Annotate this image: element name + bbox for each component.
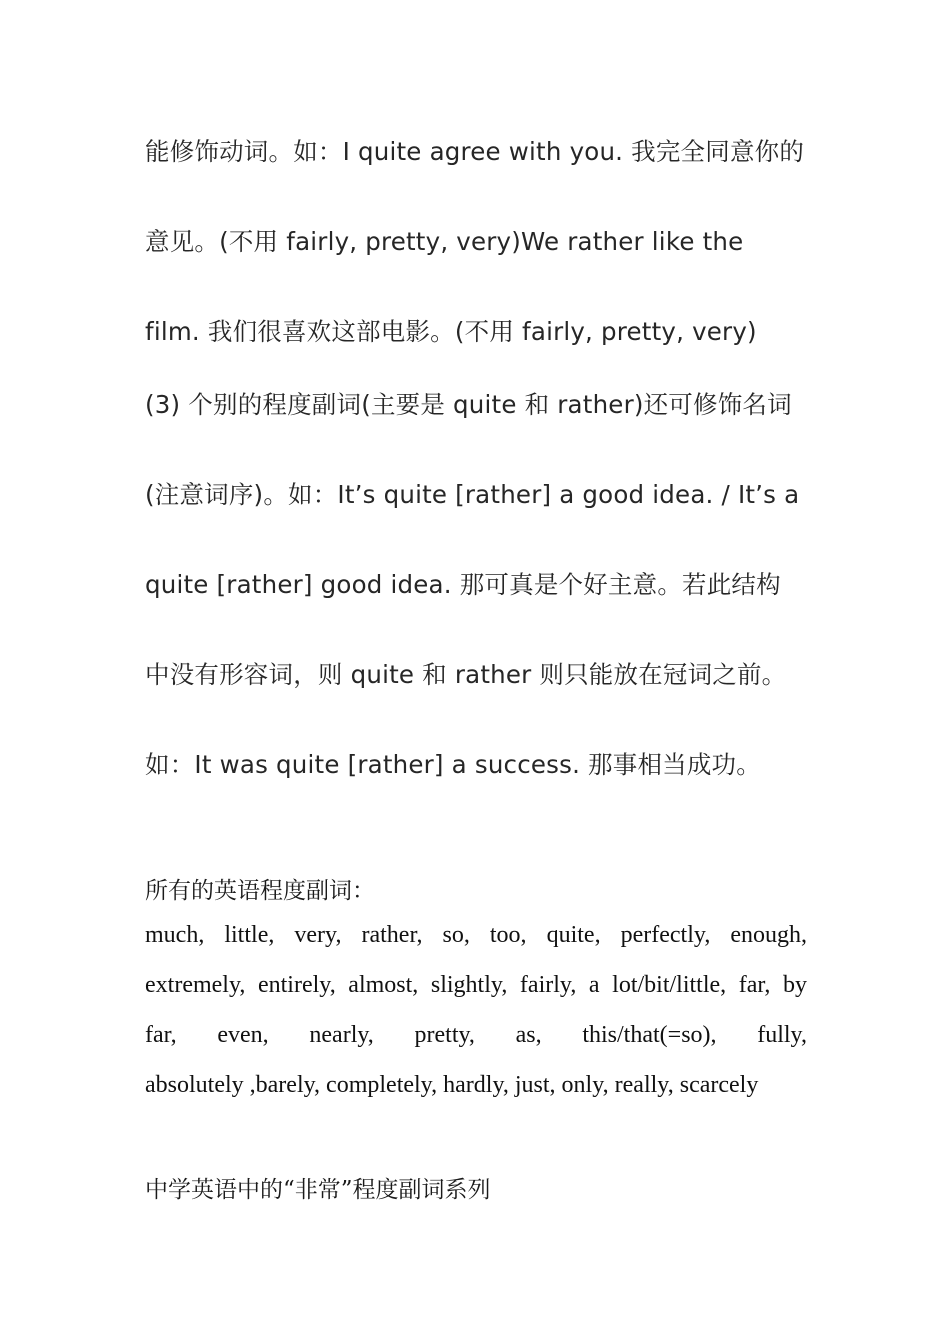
adverb-list-line-1: much, little, very, rather, so, too, quite, perfectly, enough, [145,922,807,948]
paragraph-2-line-3: quite [rather] good idea. 那可真是个好主意。若此结构 [145,570,781,599]
adverb-list-line-4: absolutely ,barely, completely, hardly, just, only, really, scarcely [145,1072,759,1098]
paragraph-2-line-5: 如：It was quite [rather] a success. 那事相当成功。 [145,750,761,779]
section-heading: 中学英语中的“非常”程度副词系列 [145,1177,491,1203]
paragraph-1-line-2: 意见。(不用 fairly, pretty, very)We rather like the [145,227,744,256]
paragraph-1-line-1: 能修饰动词。如：I quite agree with you. 我完全同意你的 [145,137,805,166]
paragraph-2-line-4: 中没有形容词，则 quite 和 rather 则只能放在冠词之前。 [145,660,787,689]
paragraph-2-line-2: (注意词序)。如：It’s quite [rather] a good idea. / It’s a [145,480,800,509]
adverb-list-line-3: far, even, nearly, pretty, as, this/that(=so), fully, [145,1022,807,1048]
adverb-list-line-2: extremely, entirely, almost, slightly, fairly, a lot/bit/little, far, by [145,972,807,998]
paragraph-1-line-3: film. 我们很喜欢这部电影。(不用 fairly, pretty, very) [145,317,757,346]
paragraph-2-line-1: (3) 个别的程度副词(主要是 quite 和 rather)还可修饰名词 [145,390,792,419]
list-heading: 所有的英语程度副词： [145,878,375,904]
